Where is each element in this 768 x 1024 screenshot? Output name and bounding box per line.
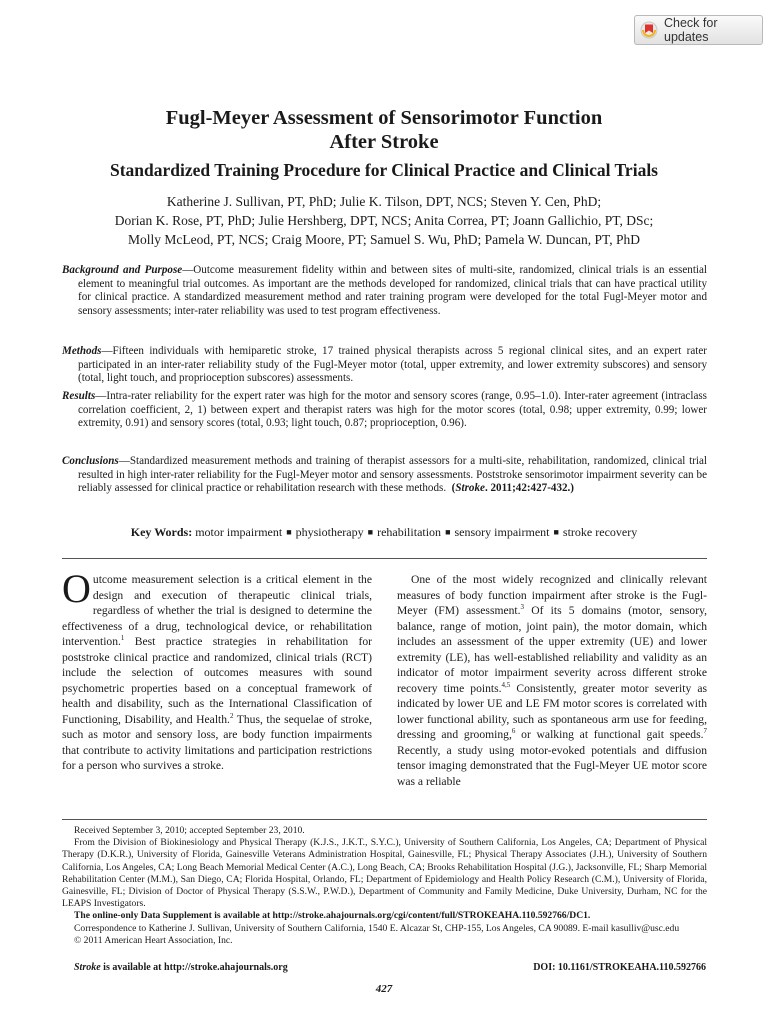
journal-availability-text: is available at http://stroke.ahajournals.org: [100, 962, 288, 973]
check-for-updates-label: Check for updates: [664, 16, 718, 44]
check-for-updates-button[interactable]: [634, 15, 763, 45]
square-bullet-icon: ■: [286, 527, 292, 537]
abstract-results-heading: Results: [62, 390, 96, 402]
abstract-conclusions-heading: Conclusions: [62, 455, 119, 467]
received-date: Received September 3, 2010; accepted September 23, 2010.: [74, 825, 305, 836]
body-text: Best practice strategies in rehabilitation for poststroke clinical practice and randomized, clinical trials (RCT) include the selection of outcomes measures with sound psychometric properties based on a conceptual framework of health and disability, such as the International Classification of Functioning, Disability, and Health.: [62, 635, 372, 726]
abstract-conclusions-text: —Standardized measurement methods and training of therapist assessors for a multi-site, rehabilitation, randomized, clinical trial resulted in high inter-rater reliability for the Fugl-Meyer motor and sensory assessments. Poststroke sensorimotor impairment severity can be reliably assessed for clinical practice or rehabilitation research with these methods.: [78, 455, 707, 495]
abstract-background-heading: Background and Purpose: [62, 264, 183, 276]
page-number: 427: [375, 983, 393, 995]
article-subtitle: Standardized Training Procedure for Clinical Practice and Clinical Trials: [109, 160, 658, 180]
abstract-background: [62, 264, 707, 318]
abstract-background-text: —Outcome measurement fidelity within and between sites of multi-site, randomized, clinical trials is an essential element to meaningful trial outcomes. As important are the methods developed for randomized, clinical trials that can have practical utility for clinical practice. A standardized measurement method and rater training program were developed for the total Fugl-Meyer motor and sensory assessments; inter-rater reliability was used to test program effectiveness.: [78, 264, 707, 317]
square-bullet-icon: ■: [367, 527, 374, 537]
keywords-label: Key Words:: [130, 525, 193, 539]
footnotes: [62, 825, 707, 947]
doi: DOI: 10.1161/STROKEAHA.110.592766: [533, 962, 706, 973]
keyword: rehabilitation: [377, 525, 442, 539]
affiliations: From the Division of Biokinesiology and Physical Therapy (K.J.S., J.K.T., S.Y.C.), University of Southern California, Los Angeles, CA; Department of Physical Therapy (D.K.R.), University of Florida, Gainesville Veterans Administration Hospital, Gainesville, FL; Physical Therapy Associates (J.H.), University of Southern California, Los Angeles, CA; Long Beach Memorial Medical Center (A.C.), Long Beach, CA; Brooks Rehabilitation Hospital (J.G.), Jacksonville, FL; Sharp Memorial Rehabilitation Center (M.M.), San Diego, CA; Florida Hospital, Orlando, FL; Department of Epidemiology and Health Policy Research (C.M.), University of Florida, Gainesville, FL; Division of Doctor of Physical Therapy (S.S.W., P.W.D.), Department of Community and Family Medicine, Duke University, Durham, NC for the LEAPS Investigators.: [62, 837, 707, 910]
reference-marker: 1: [120, 634, 125, 643]
authors-line-3: Molly McLeod, PT, NCS; Craig Moore, PT; Samuel S. Wu, PhD; Pamela W. Duncan, PT, PhD: [127, 232, 641, 247]
authors-line-1: Katherine J. Sullivan, PT, PhD; Julie K. Tilson, DPT, NCS; Steven Y. Cen, PhD;: [166, 194, 602, 209]
abstract-conclusions: Conclusions—Standardized measurement methods and training of therapist assessors for a multi-site, rehabilitation, randomized, clinical trial resulted in high inter-rater reliability for the Fugl-Meyer motor and sensory assessments. Poststroke sensorimotor impairment severity can be reliably assessed for clinical practice or rehabilitation research with these methods. (Stroke. 2011;42:427-432.): [62, 455, 707, 495]
body-text: Of its 5 domains (motor, sensory, balance, range of motion, joint pain), the motor domain, which includes an assessment of the upper extremity (UE) and lower extremity (LE), has well-established reliability and validity as an indicator of motor impairment severity across different stroke recovery time points.: [397, 604, 708, 695]
abstract-methods: [62, 345, 707, 386]
section-divider: [62, 558, 707, 559]
body-column-left: [62, 566, 372, 774]
correspondence: Correspondence to Katherine J. Sullivan, University of Southern California, 1540 E. Alcazar St, CHP-155, Los Angeles, CA 90089. E-mail kasulliv@usc.edu: [74, 922, 680, 934]
reference-marker: 7: [703, 727, 707, 736]
abstract-results: [62, 390, 707, 431]
keyword: sensory impairment: [454, 525, 550, 539]
journal-availability: [74, 962, 288, 973]
square-bullet-icon: ■: [553, 527, 559, 537]
article-title-line-2: After Stroke: [329, 131, 439, 153]
reference-marker: 4,5: [501, 680, 511, 689]
keyword: motor impairment: [195, 525, 283, 539]
reference-marker: 3: [520, 603, 525, 612]
body-text: One of the most widely recognized and clinically relevant measures of body function impairment after stroke is the Fugl-Meyer (FM) assessment.: [397, 573, 707, 617]
footnote-divider: [62, 819, 707, 820]
body-text: Consistently, greater motor severity as indicated by lower UE and LE FM motor scores is correlated with lower functional ability, such as spontaneous arm use for feeding, dressing and grooming,: [397, 681, 707, 741]
keyword: physiotherapy: [295, 525, 364, 539]
authors-line-2: Dorian K. Rose, PT, PhD; Julie Hershberg, DPT, NCS; Anita Correa, PT; Joann Gallichio, PT, DSc;: [114, 213, 654, 228]
keywords: [0, 525, 768, 540]
abstract-methods-text: —Fifteen individuals with hemiparetic stroke, 17 trained physical therapists across 5 regional clinical sites, and an expert rater participated in an inter-rater reliability study of the Fugl-Meyer motor (total, upper extremity, and lower extremity subscores) and sensory (total, light touch, and proprioception subscores) assessments.: [78, 345, 707, 385]
citation-journal: Stroke: [455, 482, 485, 495]
reference-marker: 6: [511, 727, 516, 736]
data-supplement-note: The online-only Data Supplement is available at http://stroke.ahajournals.org/cgi/content/full/STROKEAHA.110.592766/DC1.: [74, 910, 591, 922]
abstract-results-text: —Intra-rater reliability for the expert rater was high for the motor and sensory scores (range, 0.95–1.0). Inter-rater agreement (intraclass correlation coefficient, 2, 1) between expert and therapist raters was high for the motor scores (total, 0.98; upper extremity, 0.99; lower extremity, 0.91) and sensory scores (total, 0.93; light touch, 0.87; proprioception, 0.96).: [78, 390, 707, 430]
square-bullet-icon: ■: [445, 527, 451, 537]
article-title-line-1: Fugl-Meyer Assessment of Sensorimotor Function: [165, 107, 603, 129]
abstract-methods-heading: Methods: [62, 345, 102, 357]
body-text: Recently, a study using motor-evoked potentials and diffusion tensor imaging demonstrated that the Fugl-Meyer UE motor score was a reliable: [397, 743, 707, 788]
body-text: or walking at functional gait speeds.: [515, 728, 704, 741]
drop-cap: O: [62, 566, 91, 611]
keyword: stroke recovery: [562, 525, 638, 539]
journal-name: Stroke: [74, 962, 101, 973]
body-column-right: [397, 572, 707, 789]
copyright: © 2011 American Heart Association, Inc.: [74, 934, 233, 946]
reference-marker: 2: [229, 711, 234, 720]
crossmark-icon: [640, 21, 658, 39]
body-text: utcome measurement selection is a critical element in the design and execution of therapeutic clinical trials, regardless of whether the trial is designed to determine the effectiveness of a drug, technological device, or rehabilitation intervention.: [62, 573, 372, 648]
body-text: Thus, the sequelae of stroke, such as motor and sensory loss, are body function impairments that contribute to activity limitations and participation restrictions for a person who survives a stroke.: [62, 712, 372, 772]
citation-details: . 2011;42:427-432.): [484, 482, 575, 495]
